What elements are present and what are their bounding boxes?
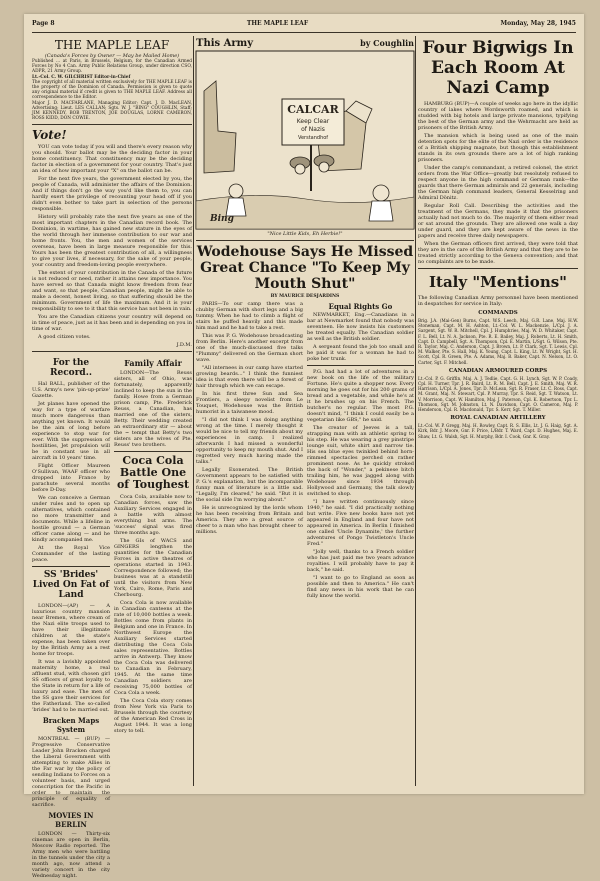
divider <box>114 451 192 452</box>
sign-line: Keep Clear <box>296 118 330 125</box>
paragraph: The GIs of WACS and GINGERS lengthen the quantities for the Canadian Forces in active theatres of operations started in 1943. Correspondence followed; the business was at a standstill until the visitors from New York, Cairo, Rome, Paris and Cherbourg. <box>114 538 192 599</box>
right-column <box>418 36 578 792</box>
newspaper-page <box>24 14 584 880</box>
paragraph: The mansion which is being used as one of the main detention spots for the elite of the Nazi order is the residence of a British shipping magnate, but though this establishment stands in its own grounds there are a lot of high ranking prisoners. <box>418 133 578 163</box>
paragraph: You are the Canadian citizens your country will depend on in time of peace, just as it has been and is depending on you in time of war. <box>32 314 192 333</box>
masthead-subtitle: (Canada's Forces by Owner — May be Mailed Home) <box>44 53 180 59</box>
record-title: For the Record.. <box>50 358 92 379</box>
paragraph: History will probably rate the next five years as one of the most important chapters in the Canadian record book. The Dominion, in wartime, has gained new stature in the eyes of the world through her immense contribution to our war and home fronts. You, the men and women of the services overseas, have been in large measure responsible for this. Yours has been the greatest contribution of all, a willingness to give your lives, if necessary, for the sake of your people, your country and freedom-loving people everywhere. <box>32 214 192 269</box>
paragraph: At the Royal Vice Commander of the lasting peace. <box>32 545 110 564</box>
paragraph: Legally Exonerated. The British Government appears to be satisfied with P. G.'s explanation, but the incomparable funny man of literature is a little sad. "Legally, I'm cleared," he said. "But it is the social side I'm worrying about." <box>196 467 303 503</box>
masthead-copyright: The copyright of all material written exclusively for THE MAPLE LEAF is the property of the Dominion of Canada. Permission is given to quote any original material if credit is given to THE MAPLE LEAF. Address all correspondence to the Editor. <box>32 79 192 101</box>
paragraph: Coca Cola is now available in Canadian canteens at the rate of 10,000 bottles a week. Bottles come from plants in Belgium and one in France. In Northwest Europe the Auxiliary Services started distributing the Coca Cola sales representative. Bottles arrive in Antwerp. They know the Coca Cola was delivered to Canadian in February, 1945. At the same time Canadian soldiers are receiving 75,000 bottles of Coca Cola a week. <box>114 600 192 697</box>
column-rule <box>415 36 416 786</box>
wodehouse-body-b <box>307 301 414 601</box>
paragraph: Flight Officer Maureen O'Sullivan, WAAF officer who dropped into France by parachute several months before D-Day. <box>32 463 110 494</box>
running-header <box>32 20 576 33</box>
paragraph: Hal BALL, publisher of the U.S. Army's new 'pin-up-prize' Gazette. <box>32 381 110 400</box>
paragraph: A good citizen votes. <box>38 334 91 341</box>
paragraph: YOU can vote today if you will and there's every reason why you should. Your ballot may be the deciding factor in your home constituency. That constituency may be the deciding factor in election of a government for your country. That's just an idea of how important your "X" on the ballot can be. <box>32 144 192 175</box>
italy-heading: CANADIAN ARMOURED CORPS <box>448 367 548 374</box>
paragraph: LONDON — Thirty-six cinemas are open in Berlin, Moscow Radio reported. The Army men who were battling in the tunnels under the city a month ago, now attend a variety concert in the city Wednesday night. <box>32 831 110 880</box>
paragraph: It was a lavishly appointed maternity home, a real affluent stud, with chosen girl SS officers of great loyalty to the State in return for a life of luxury and ease. The men of the SS gave their services for the Fatherland. The so-called 'brides' had to be married out. <box>32 659 110 714</box>
paragraph: "Jolly well, thanks to a French soldier who has just paid me two years advance royalties. I will probably have to pay it back," he said. <box>307 549 414 573</box>
paragraph: We can conceive a German under rules and to open up alternatives, which contained no more transmitter and documents. While a lifeline in hostile ground — a German officer came along — and he kindly accompanied me. <box>32 495 110 544</box>
cartoon-header <box>196 38 414 49</box>
coke-body <box>114 494 192 734</box>
italy-names: Brig. J.A. (Mai-Gen) Burns, Capt. W.S. Leech, Maj. G.R. Lane, Maj. H.W. Stoneman, Capt. M. H. Ashton, Lt.-Col. W. L. Mackenzie, L/Cpl. J. A. Sargent, Sgt. W. R. Mitchell, Cpl. J. Humphries, Maj. W. D. Whitaker, Capt. F. L. Bell, Lt. N. A. Jackson, Pte. R. E. Bailey, Maj. J. Roberts, Lt. H. Smith, Capt. D. Campbell, Sgt. A. Thompson, Cpl. E. Martin, L/Sgt. G. Wilson, Pte. R. Taylor, Maj. C. Anderson, Capt. J. Brown, Lt. P. Clark, Sgt. T. Lewis, Cpl. M. Walker, Pte. S. Hall, Maj. K. Young, Capt. L. King, Lt. W. Wright, Sgt. H. Scott, Cpl. R. Green, Pte. A. Adams, Maj. B. Baker, Capt. N. Nelson, Lt. O. Carter, Sgt. F. Mitchell. <box>418 318 578 365</box>
masthead-staff: Major J. D. MACFARLANE, Managing Editor; Capt. J. D. MacLEAN, Advertising; Lieut. LES CALLAN; Sgts. W. J. "BING" COUGHLIN, Staff; JIM KENNEDY, BOB TRENTON, JOE DOUGLAS, LORNE CAMERON, ROSS KIDD, DON COWIE. <box>32 100 192 122</box>
record-article <box>32 355 110 881</box>
family-title: Family Affair <box>124 358 182 369</box>
paragraph: In his first three Sun and Sea Frontiers, a sleepy novelist from Le Touquet, Wodehouse was the British humorist in a taiwanese mood. <box>196 391 303 415</box>
issue-date: Monday, May 28, 1945 <box>500 20 576 27</box>
page-number: Page 8 <box>32 20 55 27</box>
column-rule <box>193 36 194 786</box>
italy-names: Lt.-Col. P. G. Griffin, Maj. A. J. Tedlie, Capt. G. H. Lynch, Sgt. W. P. Coady, Cpl. H. Turner, Tpr. J. R. Baird, Lt. R. M. Bell, Capt. J. E. Smith, Maj. W. R. Harrison, L/Cpl. A. Jones, Tpr. D. McLean, Sgt. R. Fraser, Lt. C. Ross, Capt. M. Grant, Maj. N. Stewart, Cpl. P. Murray, Tpr. S. Reid, Sgt. T. Watson, Lt. V. Morrison, Capt. W. Hamilton, Maj. J. Paterson, Cpl. K. Robertson, Tpr. L. Thomson, Sgt. M. Johnston, Lt. N. Davidson, Capt. O. Cameron, Maj. P. Henderson, Cpl. R. Macdonald, Tpr. S. Kerr, Sgt. T. Miller. <box>418 375 578 413</box>
cartoon-caption: "Nice Little Kids, Eh Herbie!" <box>267 231 343 237</box>
paragraph: Coca Cola, available now to Canadian forces, saw the Auxiliary Services engaged in a battle with almost everything but arms. The 'success' signal was fired three months ago. <box>114 494 192 537</box>
paragraph: LONDON—(AP) — A luxurious country mansion near Bremen, where cream of the Nazi elite troops used to have their illegitimate children at the state's expense, has been taken over by the British Army as a rest home for troops. <box>32 603 110 658</box>
divider <box>32 124 192 125</box>
brides-body <box>32 603 110 713</box>
mapo-body <box>32 736 110 808</box>
record-body <box>32 381 110 563</box>
paragraph: For the next five years, the government elected by you, the people of Canada, will administer the affairs of the Dominion. And if things don't go the way you'd like them to, you can hardly exert the privilege of recounting your head off if you didn't even bother to take part in selection of the persons responsible. <box>32 176 192 213</box>
paragraph: When the German officers first arrived, they were told that they are in the care of the British Army and that they are to be treated strictly according to the Geneva convention; and that no complaints are to be made. <box>418 241 578 265</box>
paragraph: NEWMARKET, Eng.—Canadians in a bar at Newmarket found that nobody was seventeen. He now insists his customers be treated equally. The Canadian soldier as well as the British soldier. <box>307 312 414 342</box>
left-column <box>32 36 192 880</box>
paragraph: Regular Roll Call. Describing the activities and the treatment of the Germans, they made it that the prisoners actually had not much to do. The majority of them either read or sat around the grounds. They are allowed one walk a day under guard, and they are kept aware of the news in the papers and receive three daily newspapers. <box>418 203 578 239</box>
italy-intro: The following Canadian Army personnel have been mentioned in despatches for service in Italy: <box>418 295 578 307</box>
wodehouse-body-a <box>196 301 303 601</box>
paragraph: "All internees in our camp have started growing beards..." I think the funniest idea is that even there will be a forest of hair through which we can escape. <box>196 365 303 389</box>
cartoon-signature: Bing <box>210 214 234 224</box>
family-coke-articles <box>114 355 192 881</box>
brides-title: SS 'Brides' Lived On Fat of Land <box>32 570 110 601</box>
paragraph: MONTREAL — (BUP) — Progressive Conservative Leader John Bracken charged the Liberal Government with attempting to make Allies in the Far war by the policy of sending Indians to Forces on a volunteer basis, and urged conscription for the Pacific in order to maintain the principle of equality of sacrifice. <box>32 736 110 809</box>
divider <box>418 268 578 269</box>
editorial-title: Vote! <box>32 128 67 143</box>
masthead-editor: Lt.-Col. C. W. GILCHRIST Editor-in-Chief <box>32 74 131 80</box>
coke-title: Coca Cola Battle One of Toughest <box>116 454 190 492</box>
paper-name: THE MAPLE LEAF <box>246 20 309 27</box>
sign-line: CALCAR <box>287 103 339 116</box>
center-column <box>196 36 414 792</box>
paragraph: A sergeant found the job too small and he paid it was for a woman he had to poke her trunk. <box>307 344 414 362</box>
paragraph: HAMBURG (BUP)—A couple of weeks ago here in the idyllic country of lakes where Wordsworth roamed, and which is studded with big hotels and large private mansions, typifying the best of the German army and the Wehrmacht are held as prisoners of the British Army. <box>418 101 578 131</box>
bigwigs-title: Four Bigwigs In Each Room At Nazi Camp <box>422 38 574 98</box>
wodehouse-byline: BY MAURICE DESJARDINS <box>270 294 340 299</box>
paragraph: "I did not think I was doing anything wrong at the time. I merely thought it would be nice to tell my friends about my experiences in camp. I realized afterwards I had missed a wonderful opportunity to keep my mouth shut. And I regretted very much having made the talks." <box>196 417 303 465</box>
wodehouse-columns <box>196 301 414 601</box>
italy-heading: ROYAL CANADIAN ARTILLERY <box>450 415 546 422</box>
equal-title: Equal Rights Go <box>328 302 393 311</box>
italy-heading: COMMANDS <box>478 310 518 316</box>
two-column-block <box>32 355 192 881</box>
cartoon-illustration <box>196 51 414 229</box>
divider <box>307 365 414 366</box>
berlin-title: MOVIES IN BERLIN <box>48 811 94 830</box>
family-body <box>114 370 192 448</box>
paragraph: PARIS—To our camp there was a chubby German with short legs and a big tummy. When he had to climb a flight of stairs he puffed heavily and this made him mad and he had to take a rest. <box>196 301 303 331</box>
paragraph: The Coca Cola story comes from New York via Paris to Brussels through the courtesy of the American Red Cross in August 1944. It was a long story to tell. <box>114 698 192 735</box>
mapo-title: Bracken Maps System <box>42 716 100 735</box>
divider <box>196 240 414 241</box>
paragraph: This was P. G. Wodehouse broadcasting from Berlin. Here's another excerpt from one of the much-discussed five talks "Plummy" delivered on the German short wave. <box>196 333 303 363</box>
masthead-title: THE MAPLE LEAF <box>54 38 170 52</box>
paragraph: "I want to go to England as soon as possible and then to America." He can't find any news in his work that he can fully know the world. <box>307 575 414 599</box>
masthead-publisher: Published ... at Paris, in Brussels, Belgium, for the Canadian Armed Forces by No 4 Can. Army Public Relations Group, under direction CSO, ADPR, 21 Army Group. <box>32 59 192 75</box>
paragraph: Under the camp's commandant, a retired colonel, the strict orders from the War Office—greatly but resolutely refused to respect anyone in the high command or German rank—the guards that there German admirals and 22 generals, including the German high command leaders, General Kesselring and Admiral Dönitz. <box>418 165 578 201</box>
paragraph: "I have written continuously since 1940," he said. "I did practically nothing but write. Five new books have not yet appeared in England and four have not appeared in America. In Berlin I finished one called 'Uncle Dynamite,' the further adventures of Pongo Twistleton's Uncle Fred." <box>307 499 414 547</box>
paragraph: LONDON—The Reuss sisters, all of Ohio, was fortunately, apparently inclined to keep the sun in the family. Howe from a German prison camp, Pte. Frederick Reuss, a Canadian, has married one of the sisters, Betty. Their wedding created an extraordinary stir — about the ~ tempt that Betty's two sisters are the wives of Pte. Reuss' two brothers. <box>114 370 192 449</box>
italy-names: Lt.-Col. W. P. Gregg, Maj. H. Rowley, Capt. R. S. Ellis, Lt. J. G. Haig, Sgt. A. Kirk, Bdr. J. Moore, Gnr. F. Price, L/Bdr. T. Ward, Capt. D. Hughes, Maj. E. Shaw, Lt. G. Walsh, Sgt. H. Murphy, Bdr. I. Cook, Gnr. K. Gray. <box>418 423 578 439</box>
paragraph: The extent of your contribution in the Canada of the future is not reduced or need, rather it attains new importance. You have served so that Canada might know freedom from fear and want, so that people, Canadian people, might be able to make a decent, honest living, so that suffering should be the minimum. Government of life the maximum. And it is your responsibility to see to it that this service has not been in vain. <box>32 270 192 313</box>
paragraph: Jet planes have opened the way for a type of warfare much more dangerous than anything yet known. It would be the aim of long before experience to stop war for ever. With the suppression of hostilities, Jet propulsion will be in constant use in all aircraft in 10 years' time. <box>32 401 110 462</box>
sign-line: of Nazis <box>301 126 325 133</box>
italy-title: Italy "Mentions" <box>429 273 567 291</box>
editorial-body <box>32 144 192 340</box>
cartoon-title: This Army <box>196 38 254 49</box>
paragraph: P.G. had had a lot of adventures in a new book on the life of the military Fortune. He's quite a shopper now. Every morning he goes out for his 200 grams of bread and a vegetable, and while he's at it he brushes up on his French. The butcher's no regular. The most P.G. doesn't mind, "I think I could easily be a vegetarian like GBS," he said. <box>307 369 414 423</box>
editorial-signature: J.D.M. <box>176 342 192 349</box>
paragraph: He is unrecognized by the lords whom he has been receiving from Britain and America. They are a great source of cheer to a man who has brought cheer to millions. <box>196 505 303 535</box>
paragraph: The creator of Jeeves is a tall, strapping man with an athletic spring to his step. He was wearing a grey pinstripe lounge suit, white shirt and narrow tie. His sea blue eyes twinkled behind horn-rimmed spectacles perched on rather prominent nose. As he quickly stroked the back of "Wonder," a pekinese bitch trailing him, he was jagged along with Wodehouse since 1934 through Hollywood and Germany, the talk slowly switched to shop. <box>307 425 414 497</box>
wodehouse-title: Wodehouse Says He Missed Great Chance "To Keep My Mouth Shut" <box>196 244 414 292</box>
bigwigs-body <box>418 101 578 265</box>
sign-line: Verstandhof <box>297 135 329 141</box>
cartoon-byline: by Coughlin <box>360 38 414 48</box>
divider <box>32 351 192 352</box>
divider <box>32 566 110 567</box>
berlin-body <box>32 831 110 879</box>
